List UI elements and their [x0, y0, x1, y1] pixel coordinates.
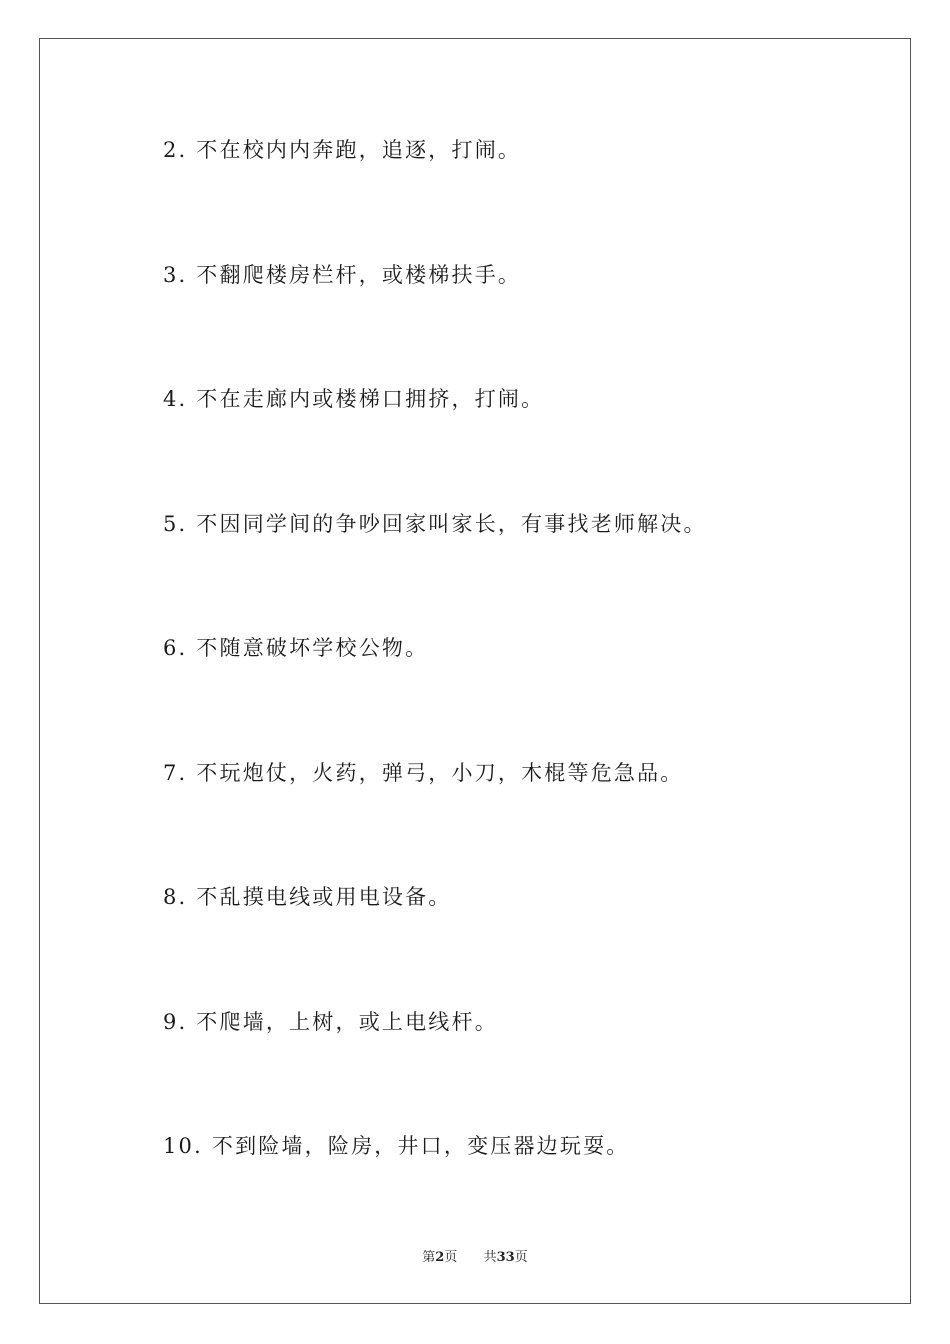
- rule-item-4: 4. 不在走廊内或楼梯口拥挤，打闹。: [163, 387, 545, 411]
- page-footer: [0, 1246, 950, 1265]
- total-pages-indicator: [484, 1250, 528, 1265]
- page-indicator: [422, 1250, 461, 1265]
- rule-item-3: 3. 不翻爬楼房栏杆，或楼梯扶手。: [163, 263, 522, 287]
- rule-item-7: 7. 不玩炮仗，火药，弹弓，小刀，木棍等危急品。: [163, 761, 684, 785]
- rule-item-8: 8. 不乱摸电线或用电设备。: [163, 885, 452, 909]
- rule-item-6: 6. 不随意破坏学校公物。: [163, 636, 429, 660]
- rule-item-2: 2. 不在校内内奔跑，追逐，打闹。: [163, 138, 522, 162]
- page-suffix: 页: [444, 1250, 458, 1265]
- total-pages: 33: [496, 1250, 515, 1265]
- rule-item-9: 9. 不爬墙，上树，或上电线杆。: [163, 1010, 498, 1034]
- page-number: 2: [435, 1250, 445, 1265]
- rule-item-10: 10. 不到险墙，险房，井口，变压器边玩耍。: [163, 1134, 630, 1158]
- total-prefix: 共: [483, 1250, 497, 1265]
- rule-item-5: 5. 不因同学间的争吵回家叫家长，有事找老师解决。: [163, 512, 707, 536]
- page-border: [39, 38, 911, 1304]
- page-prefix: 第: [422, 1250, 436, 1265]
- total-suffix: 页: [514, 1250, 528, 1265]
